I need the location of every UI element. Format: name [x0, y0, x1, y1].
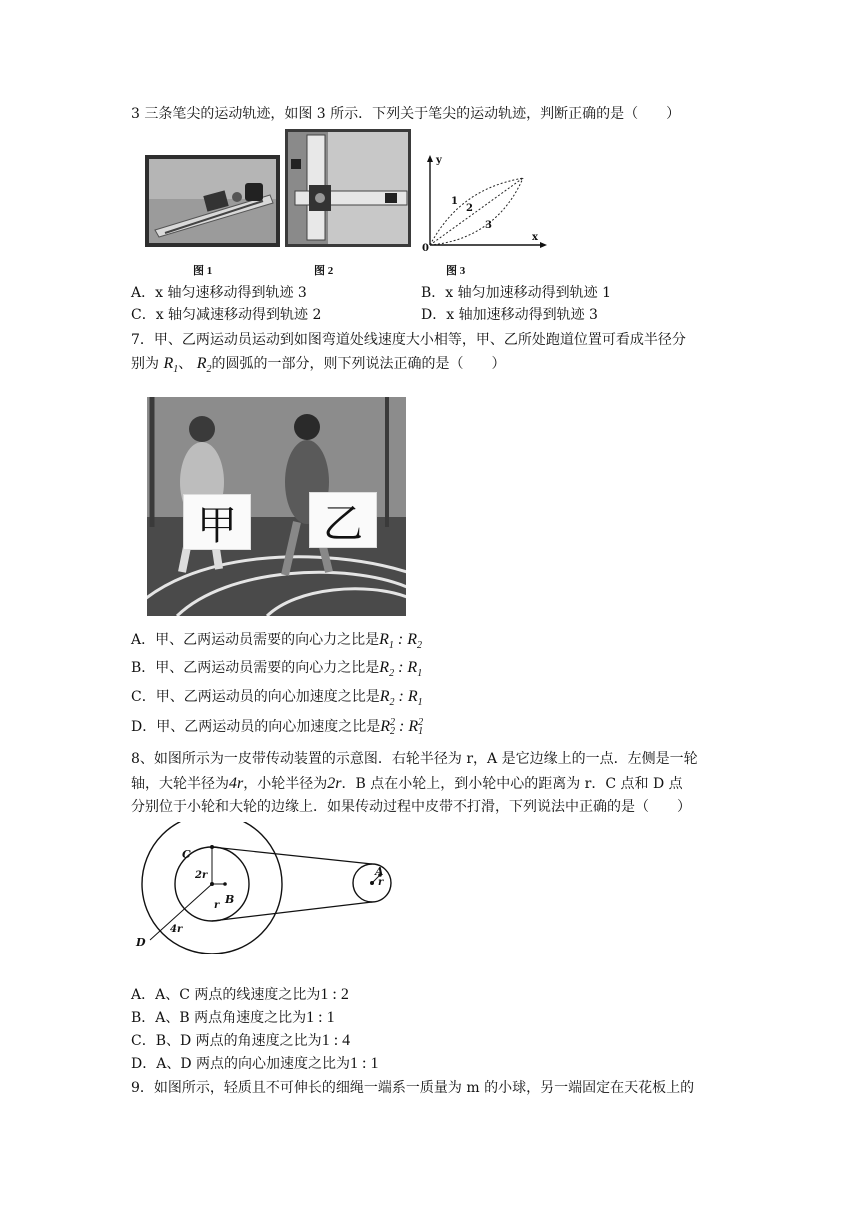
q8-option-c: C．B、D 两点的角速度之比为1 : 4 [131, 1032, 351, 1049]
label-D: D [136, 936, 146, 949]
q7-stem-line-1: 7．甲、乙两运动员运动到如图弯道处线速度大小相等，甲、乙所处跑道位置可看成半径分 [131, 332, 686, 348]
fig3-curve-2-label: 2 [466, 203, 473, 214]
figure-3-graph [418, 153, 548, 257]
q7-stem-line-2: 别为 $R_1$、 $R_2$的圆弧的一部分，则下列说法正确的是（ ） [131, 355, 506, 376]
large-wheel [142, 822, 282, 954]
label-r-small: r [214, 900, 220, 911]
q6-option-b: B．x 轴匀加速移动得到轨迹 1 [421, 285, 611, 301]
q8-option-d: D．A、D 两点的向心加速度之比为1 : 1 [131, 1055, 379, 1072]
figure-2-caption: 图 2 [314, 265, 334, 277]
q8-stem-line-2: 轴，大轮半径为4r，小轮半径为2r．B 点在小轮上，到小轮中心的距离为 r．C 点和 D 点 [131, 775, 683, 792]
q6-option-d: D．x 轴加速移动得到轨迹 3 [421, 307, 598, 323]
fig3-y-label: y [436, 155, 442, 166]
figure-2-photo [285, 129, 411, 247]
fig3-curve-3-label: 3 [485, 220, 492, 231]
label-r-right: r [378, 877, 384, 888]
pulley-figure [130, 822, 410, 958]
fig3-origin-label: 0 [422, 243, 429, 254]
q7-track-photo [147, 397, 406, 616]
q7-option-a: A．甲、乙两运动员需要的向心力之比是$R_1$ : $R_2$ [131, 631, 422, 652]
label-A: A [375, 865, 384, 878]
q7-option-b: B．甲、乙两运动员需要的向心力之比是$R_2$ : $R_1$ [131, 659, 423, 680]
label-4r: 4r [170, 924, 183, 935]
sign-yi: 乙 [309, 492, 377, 548]
figure-3-caption: 图 3 [446, 265, 466, 277]
figure-1-photo [145, 155, 280, 247]
q6-option-a: A．x 轴匀速移动得到轨迹 3 [131, 285, 307, 301]
fig3-curve-1-label: 1 [451, 196, 458, 207]
figure-1-caption: 图 1 [193, 265, 213, 277]
q8-option-a: A．A、C 两点的线速度之比为1 : 2 [131, 986, 349, 1003]
label-B: B [225, 893, 235, 906]
sign-jia: 甲 [183, 494, 251, 550]
fig3-x-label: x [532, 232, 538, 243]
label-2r: 2r [195, 870, 208, 881]
q7-option-d: D．甲、乙两运动员的向心加速度之比是R2 2 : R2 1 [131, 717, 424, 737]
q9-stem: 9．如图所示，轻质且不可伸长的细绳一端系一质量为 m 的小球，另一端固定在天花板上的 [131, 1080, 695, 1096]
q6-option-c: C．x 轴匀减速移动得到轨迹 2 [131, 307, 322, 323]
q6-stem: 3 三条笔尖的运动轨迹，如图 3 所示．下列关于笔尖的运动轨迹，判断正确的是（ ） [131, 106, 681, 122]
q8-option-b: B．A、B 两点角速度之比为1 : 1 [131, 1009, 335, 1026]
label-C: C [182, 848, 191, 861]
q8-stem-line-1: 8、如图所示为一皮带传动装置的示意图．右轮半径为 r，A 是它边缘上的一点．左侧是一轮 [131, 751, 698, 767]
q8-stem-line-3: 分别位于小轮和大轮的边缘上．如果传动过程中皮带不打滑，下列说法中正确的是（ ） [131, 799, 691, 815]
q7-option-c: C．甲、乙两运动员的向心加速度之比是$R_2$ : $R_1$ [131, 688, 423, 709]
